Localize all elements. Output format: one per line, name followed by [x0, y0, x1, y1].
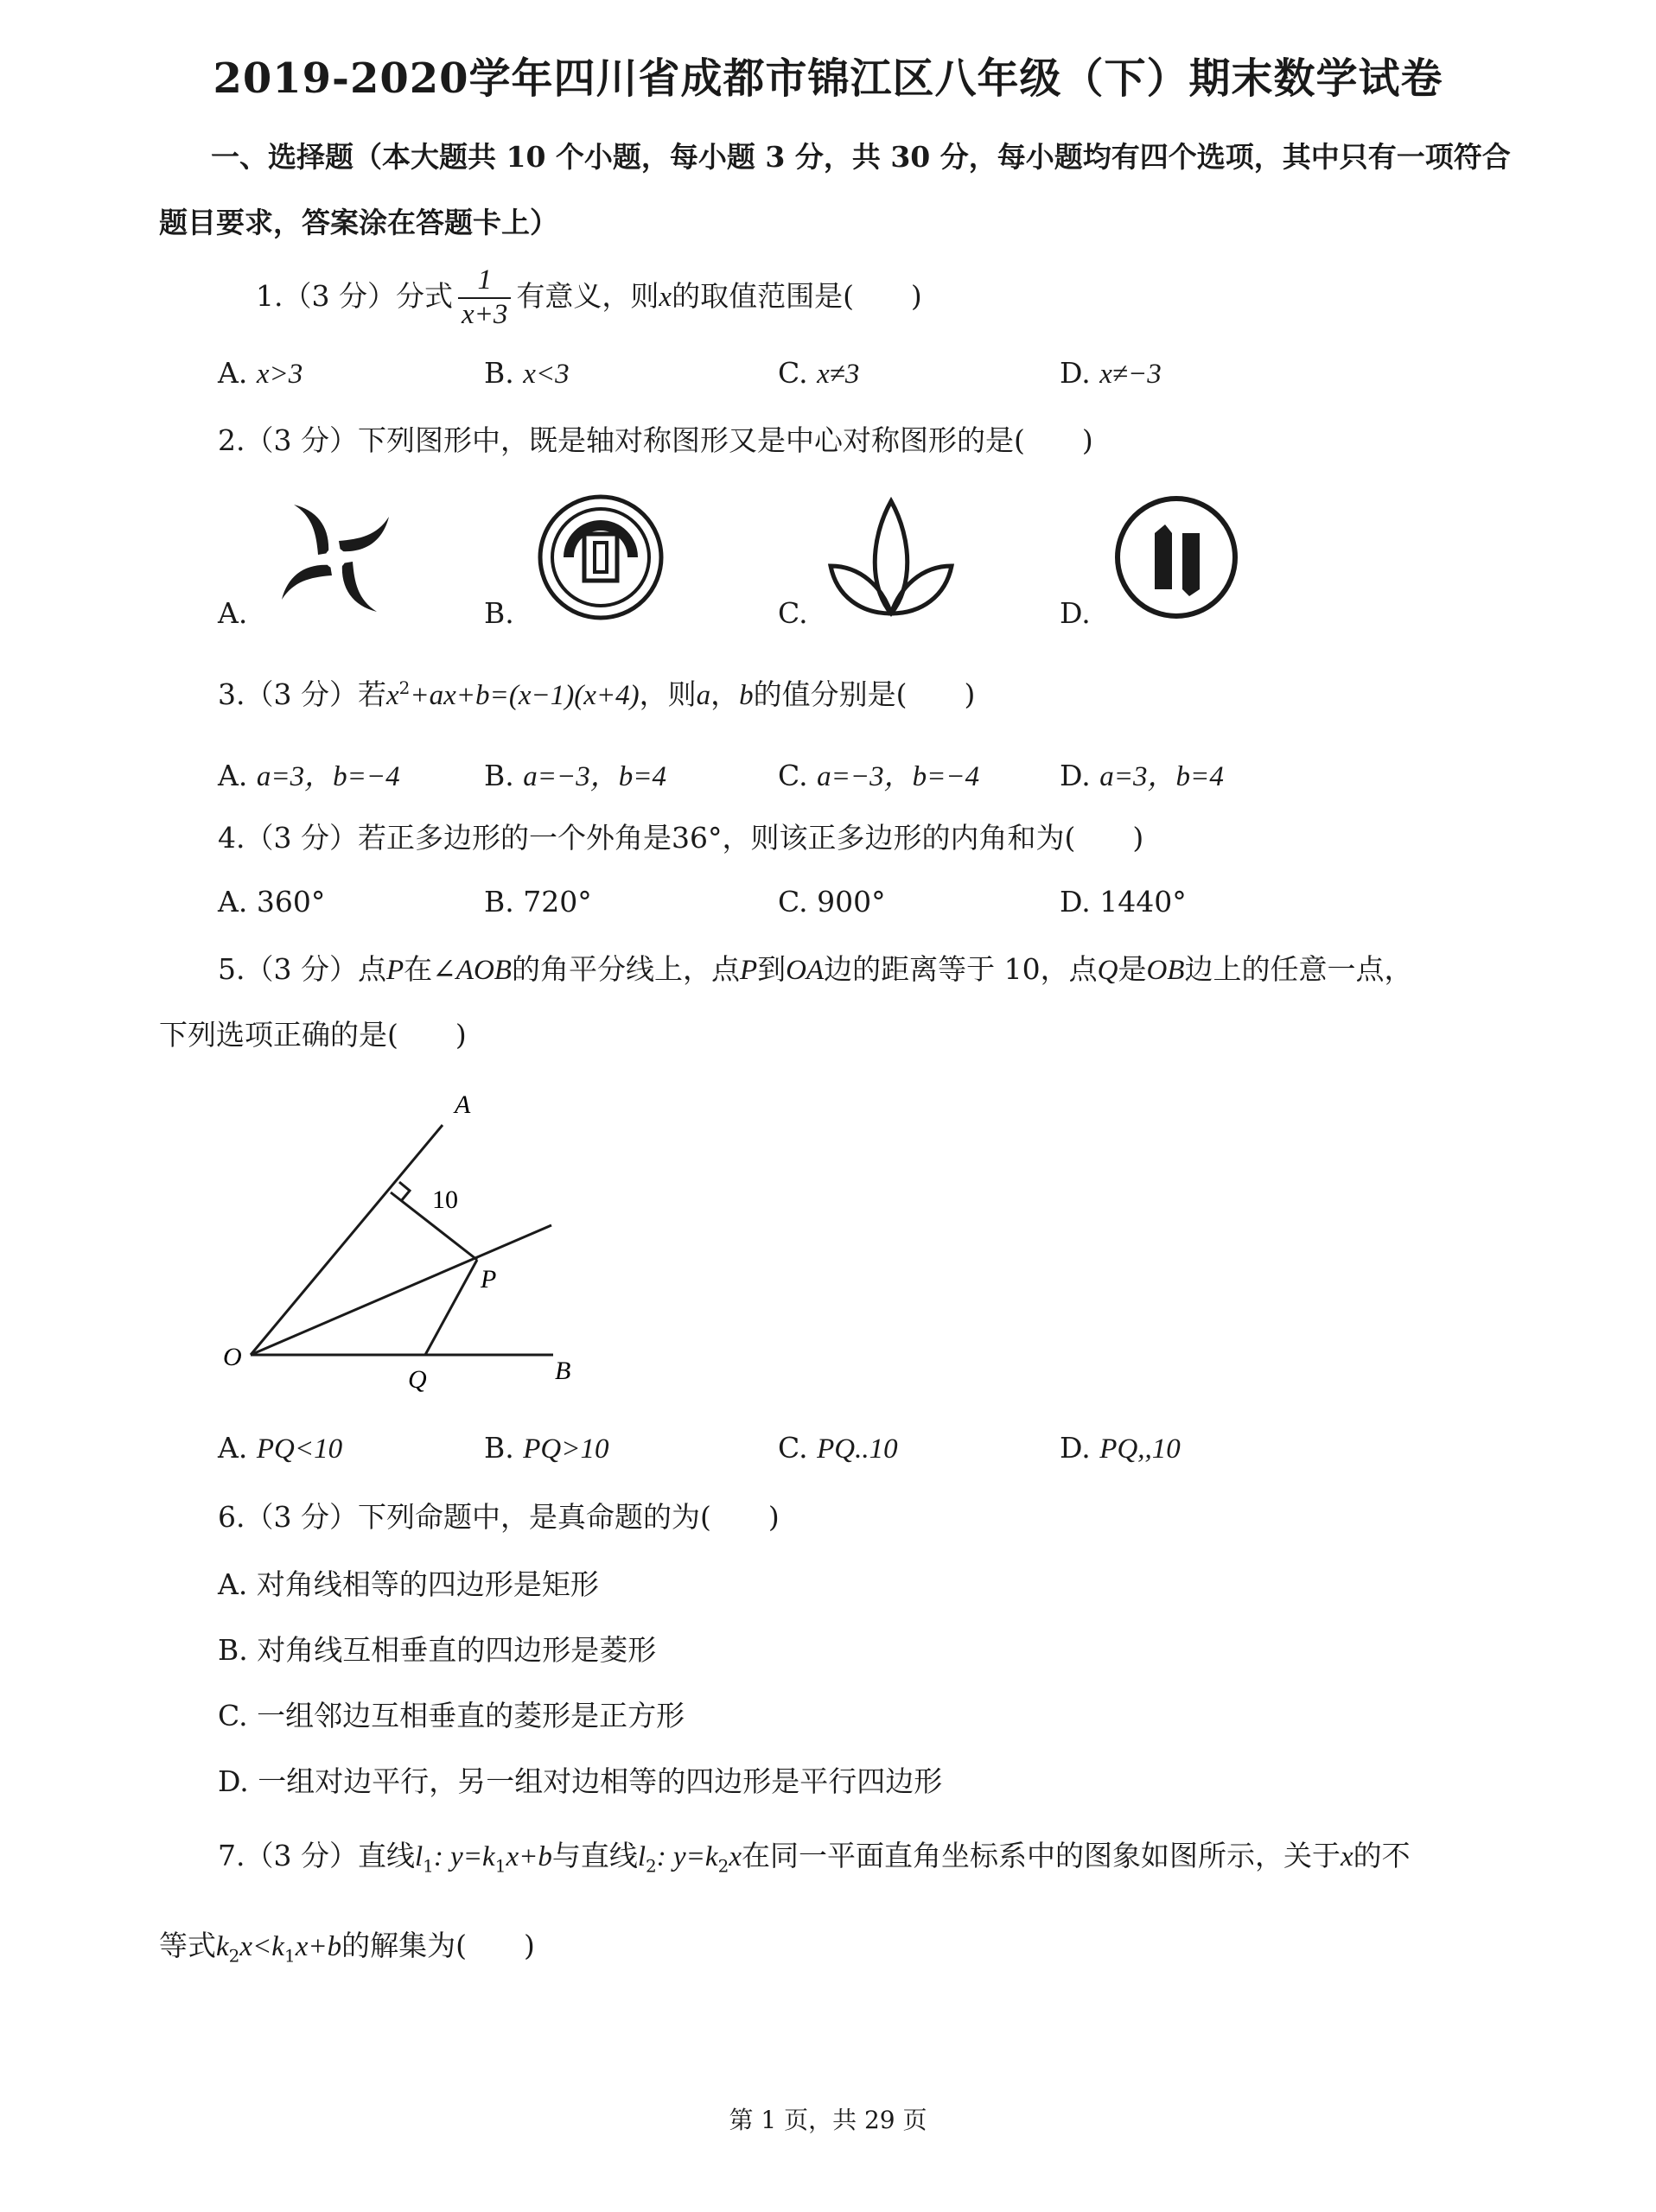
q4-option-d[interactable]: D. 1440°	[1060, 885, 1187, 918]
label-A: A	[455, 1090, 471, 1119]
ancient-coin-icon	[536, 493, 666, 622]
q4-option-c[interactable]: C. 900°	[778, 885, 886, 918]
q5-option-b[interactable]: B. PQ>10	[484, 1431, 609, 1465]
question-3: 3.（3 分）若$x^2+ax+b=(x-1)(x+4)$，则a，b的值分别是( )	[218, 677, 976, 711]
q1-option-d[interactable]: D. x≠−3	[1060, 356, 1162, 390]
q1-option-b[interactable]: B. x<3	[484, 356, 570, 390]
q3-option-c[interactable]: C. a=−3，b=−4	[778, 759, 980, 792]
q6-option-d[interactable]: D. 一组对边平行，另一组对边相等的四边形是平行四边形	[218, 1764, 943, 1798]
q2-option-b[interactable]: B.	[484, 596, 514, 630]
label-P: P	[481, 1265, 497, 1294]
label-10: 10	[432, 1185, 458, 1214]
q1-option-c[interactable]: C. x≠3	[778, 356, 860, 390]
section-header-line1: 一、选择题（本大题共 10 个小题，每小题 3 分，共 30 分，每小题均有四个选项，其中只有一项符合	[211, 140, 1511, 174]
q2-option-c[interactable]: C.	[778, 596, 808, 630]
lotus-icon	[826, 493, 956, 622]
q3-option-a[interactable]: A. a=3，b=−4	[218, 759, 400, 792]
q1-var: x	[659, 281, 672, 313]
q5-option-d[interactable]: D. PQ,,10	[1060, 1431, 1181, 1465]
q1-suffix-b: 的取值范围是( )	[672, 278, 922, 313]
question-6: 6.（3 分）下列命题中，是真命题的为( )	[218, 1500, 780, 1534]
q4-option-a[interactable]: A. 360°	[218, 885, 326, 918]
question-5-line1: 5.（3 分）点P在∠AOB的角平分线上，点P到OA边的距离等于 10，点Q是OB边上的任意一点，	[218, 952, 1413, 986]
label-B: B	[555, 1357, 571, 1385]
question-1	[256, 264, 922, 332]
q1-suffix-a: 有意义，则	[516, 278, 659, 313]
question-4: 4.（3 分）若正多边形的一个外角是36°，则该正多边形的内角和为( )	[218, 821, 1144, 855]
question-5-line2: 下列选项正确的是( )	[159, 1018, 467, 1052]
q1-fraction	[458, 264, 511, 332]
q5-option-c[interactable]: C. PQ..10	[778, 1431, 898, 1465]
question-7-line1: 7.（3 分）直线$l_1$: $y=k_1x+b$与直线$l_2$: $y=k_2x$在同一平面直角坐标系中的图象如图所示，关于x的不	[218, 1839, 1411, 1877]
page-footer: 第 1 页，共 29 页	[729, 2106, 927, 2134]
section-header-line2: 题目要求，答案涂在答题卡上）	[159, 206, 558, 239]
page-title: 2019-2020学年四川省成都市锦江区八年级（下）期末数学试卷	[213, 54, 1443, 103]
q2-option-a[interactable]: A.	[218, 596, 248, 630]
q1-frac-den: x+3	[461, 298, 508, 330]
q1-option-a[interactable]: A. x>3	[218, 356, 303, 390]
q3-option-b[interactable]: B. a=−3，b=4	[484, 759, 667, 792]
q2-option-d[interactable]: D.	[1060, 596, 1091, 630]
q1-frac-num: 1	[458, 264, 511, 299]
q5-option-a[interactable]: A. PQ<10	[218, 1431, 343, 1465]
question-2: 2.（3 分）下列图形中，既是轴对称图形又是中心对称图形的是( )	[218, 423, 1093, 457]
q3-option-d[interactable]: D. a=3，b=4	[1060, 759, 1224, 792]
label-O: O	[223, 1343, 242, 1371]
circle-two-bars-icon	[1113, 494, 1239, 620]
q1-prefix: 1.（3 分）分式	[256, 278, 453, 313]
q6-option-a[interactable]: A. 对角线相等的四边形是矩形	[218, 1567, 599, 1601]
angle-bisector-figure	[216, 1080, 596, 1400]
q6-option-c[interactable]: C. 一组邻边互相垂直的菱形是正方形	[218, 1699, 685, 1732]
q4-option-b[interactable]: B. 720°	[484, 885, 592, 918]
q6-option-b[interactable]: B. 对角线互相垂直的四边形是菱形	[218, 1633, 657, 1667]
pinwheel-icon	[275, 498, 396, 619]
label-Q: Q	[408, 1365, 427, 1394]
question-7-line2: 等式$k_2x<k_1x+b$的解集为( )	[159, 1929, 535, 1967]
